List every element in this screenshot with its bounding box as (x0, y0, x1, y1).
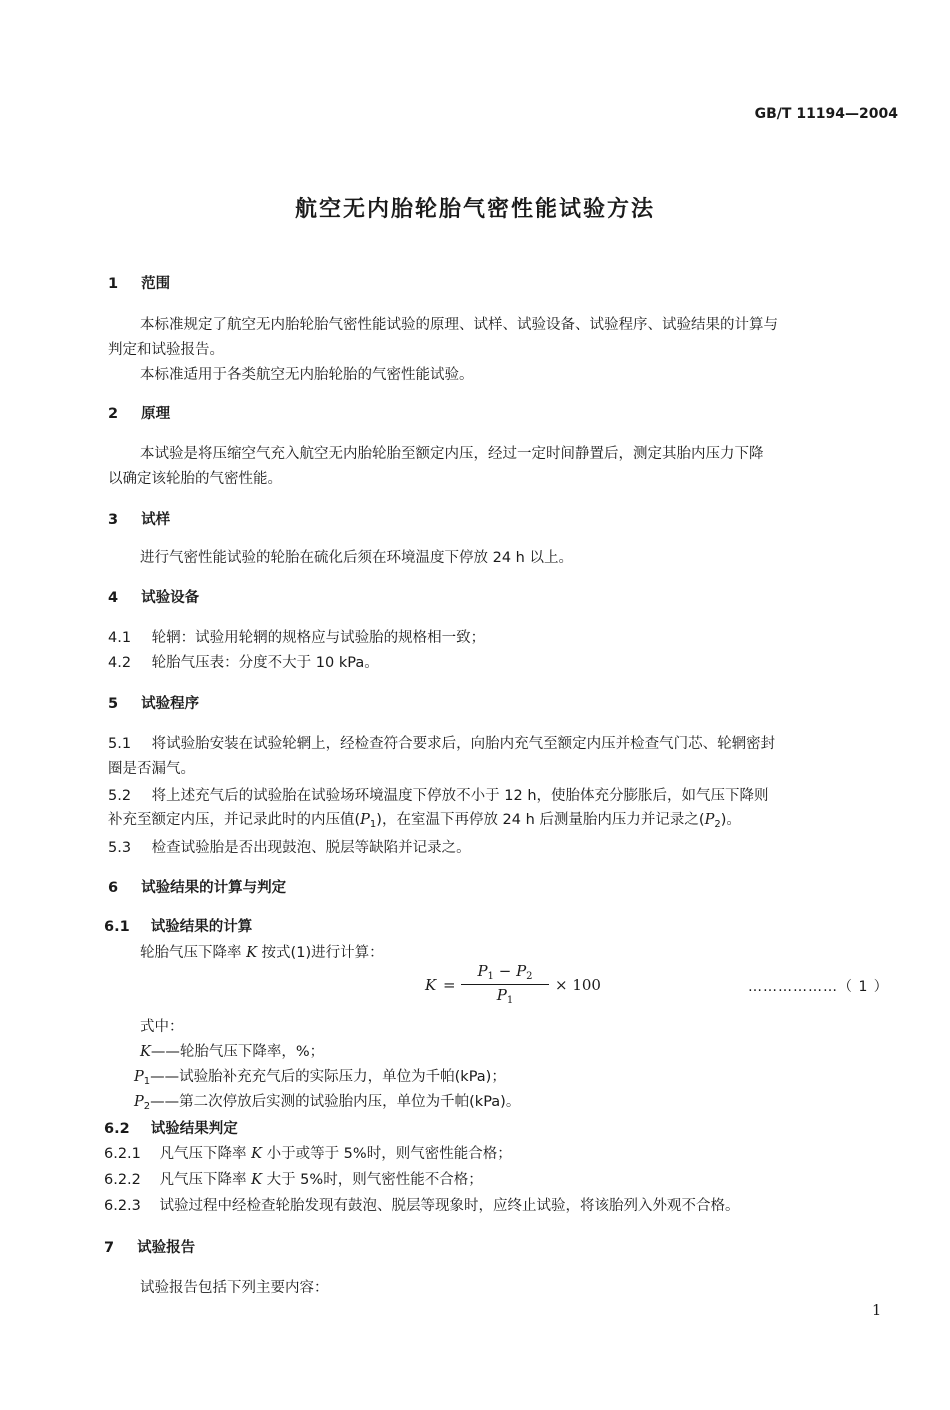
section-3-heading (108, 508, 170, 529)
text: 按式(1)进行计算： (256, 945, 384, 961)
section-number: 3 (108, 512, 119, 528)
section-number: 4 (108, 590, 119, 606)
subsection-title: 试验结果的计算 (150, 919, 253, 935)
clause-text: 凡气压下降率 (159, 1172, 252, 1188)
section-number: 1 (108, 276, 119, 292)
section-title: 试验程序 (141, 696, 200, 712)
definition-P2 (134, 1090, 520, 1112)
clause-number: 4.2 (108, 655, 132, 671)
section-number: 5 (108, 696, 119, 712)
section-title: 试验设备 (141, 590, 200, 606)
section-number: 2 (108, 406, 119, 422)
var-P: P (134, 1069, 144, 1085)
clause-number: 4.1 (108, 630, 132, 646)
subsection-6-1 (104, 915, 252, 936)
page-number: 1 (872, 1303, 882, 1319)
paragraph: 本标准适用于各类航空无内胎轮胎的气密性能试验。 (140, 367, 474, 383)
clause-text: 补充至额定内压，并记录此时的内压值( (108, 812, 361, 828)
subscript: 2 (143, 1101, 151, 1112)
var-P: P (477, 962, 488, 980)
var-P: P (496, 986, 507, 1004)
subsection-6-2 (104, 1117, 238, 1138)
paragraph: 本试验是将压缩空气充入航空无内胎轮胎至额定内压，经过一定时间静置后，测定其胎内压力下降 (140, 446, 764, 462)
section-title: 原理 (141, 406, 171, 422)
var-P: P (360, 812, 370, 828)
clause-text: )。 (720, 812, 741, 828)
section-2-heading (108, 402, 170, 423)
clause-5-1 (108, 732, 775, 753)
text: 轮胎气压下降率 (140, 945, 247, 961)
clause-text: 将试验胎安装在试验轮辋上，经检查符合要求后，向胎内充气至额定内压并检查气门芯、轮辋密封 (151, 736, 776, 752)
formula-intro (140, 941, 384, 962)
clause-6-2-1 (104, 1142, 512, 1163)
formula-equals: = (443, 976, 456, 994)
clause-4-1 (108, 626, 485, 647)
var-P: P (704, 812, 715, 828)
clause-text: 将上述充气后的试验胎在试验场环境温度下停放不小于 12 h，使胎体充分膨胀后，如气压下降则 (151, 788, 769, 804)
section-4-heading (108, 586, 199, 607)
var-P: P (516, 962, 527, 980)
section-1-heading (108, 272, 170, 293)
paragraph: 以确定该轮胎的气密性能。 (108, 471, 282, 487)
definition-P1 (134, 1065, 506, 1087)
subscript: 1 (487, 971, 494, 982)
formula-times: × 100 (555, 976, 601, 994)
clause-number: 6.2.3 (104, 1198, 141, 1214)
text: ——试验胎补充充气后的实际压力，单位为千帕(kPa)； (150, 1069, 506, 1085)
subscript: 1 (506, 995, 514, 1006)
paragraph: 试验报告包括下列主要内容： (140, 1280, 329, 1296)
clause-number: 6.2.1 (104, 1146, 141, 1162)
standard-number: GB/T 11194—2004 (754, 106, 898, 122)
subscript: 2 (714, 819, 721, 830)
text: ——第二次停放后实测的试验胎内压，单位为千帕(kPa)。 (150, 1094, 521, 1110)
subscript: 1 (369, 819, 377, 830)
formula-lhs: K (425, 976, 437, 994)
clause-number: 6.1 (104, 919, 130, 935)
subsection-title: 试验结果判定 (150, 1121, 238, 1137)
section-title: 试样 (141, 512, 171, 528)
clause-text: )，在室温下再停放 24 h 后测量胎内压力并记录之( (376, 812, 705, 828)
formula-numerator (461, 962, 549, 982)
section-title: 范围 (141, 276, 171, 292)
section-7-heading (104, 1236, 195, 1257)
section-number: 7 (104, 1240, 115, 1256)
section-title: 试验报告 (137, 1240, 196, 1256)
clause-text: 圈是否漏气。 (108, 761, 195, 777)
clause-number: 5.2 (108, 788, 132, 804)
clause-number: 6.2.2 (104, 1172, 141, 1188)
clause-number: 6.2 (104, 1121, 130, 1137)
clause-text: 大于 5%时，则气密性能不合格； (261, 1172, 483, 1188)
fraction-bar (461, 984, 549, 985)
clause-number: 5.3 (108, 840, 132, 856)
var-K: K (140, 1044, 151, 1060)
clause-5-2 (108, 784, 769, 805)
clause-text: 小于或等于 5%时，则气密性能合格； (261, 1146, 512, 1162)
paragraph: 判定和试验报告。 (108, 342, 224, 358)
section-title: 试验结果的计算与判定 (141, 880, 287, 896)
clause-text: 轮辋：试验用轮辋的规格应与试验胎的规格相一致； (151, 630, 486, 646)
clause-5-3 (108, 836, 471, 857)
paragraph: 本标准规定了航空无内胎轮胎气密性能试验的原理、试样、试验设备、试验程序、试验结果的计算与 (140, 317, 778, 333)
clause-text: 检查试验胎是否出现鼓泡、脱层等缺陷并记录之。 (151, 840, 471, 856)
var-K: K (246, 945, 257, 961)
definition-K (140, 1040, 324, 1061)
subscript: 2 (526, 971, 533, 982)
var-K: K (251, 1146, 262, 1162)
section-6-heading (108, 876, 286, 897)
formula-denominator (461, 986, 549, 1006)
section-5-heading (108, 692, 199, 713)
clause-text: 凡气压下降率 (159, 1146, 252, 1162)
subscript: 1 (143, 1076, 151, 1087)
clause-text: 轮胎气压表：分度不大于 10 kPa。 (151, 655, 379, 671)
document-title: 航空无内胎轮胎气密性能试验方法 (294, 197, 655, 222)
formula-number: ………………（ 1 ） (748, 979, 889, 995)
section-number: 6 (108, 880, 119, 896)
clause-6-2-3 (104, 1194, 740, 1215)
clause-text: 试验过程中经检查轮胎发现有鼓泡、脱层等现象时，应终止试验，将该胎列入外观不合格。 (159, 1198, 740, 1214)
clause-5-2-line2 (108, 808, 741, 830)
minus-sign: − (498, 962, 512, 980)
var-P: P (134, 1094, 144, 1110)
var-K: K (251, 1172, 262, 1188)
clause-4-2 (108, 651, 379, 672)
text: ——轮胎气压下降率，%； (150, 1044, 325, 1060)
clause-6-2-2 (104, 1168, 483, 1189)
where-label: 式中： (140, 1019, 184, 1035)
paragraph: 进行气密性能试验的轮胎在硫化后须在环境温度下停放 24 h 以上。 (140, 550, 573, 566)
clause-number: 5.1 (108, 736, 132, 752)
